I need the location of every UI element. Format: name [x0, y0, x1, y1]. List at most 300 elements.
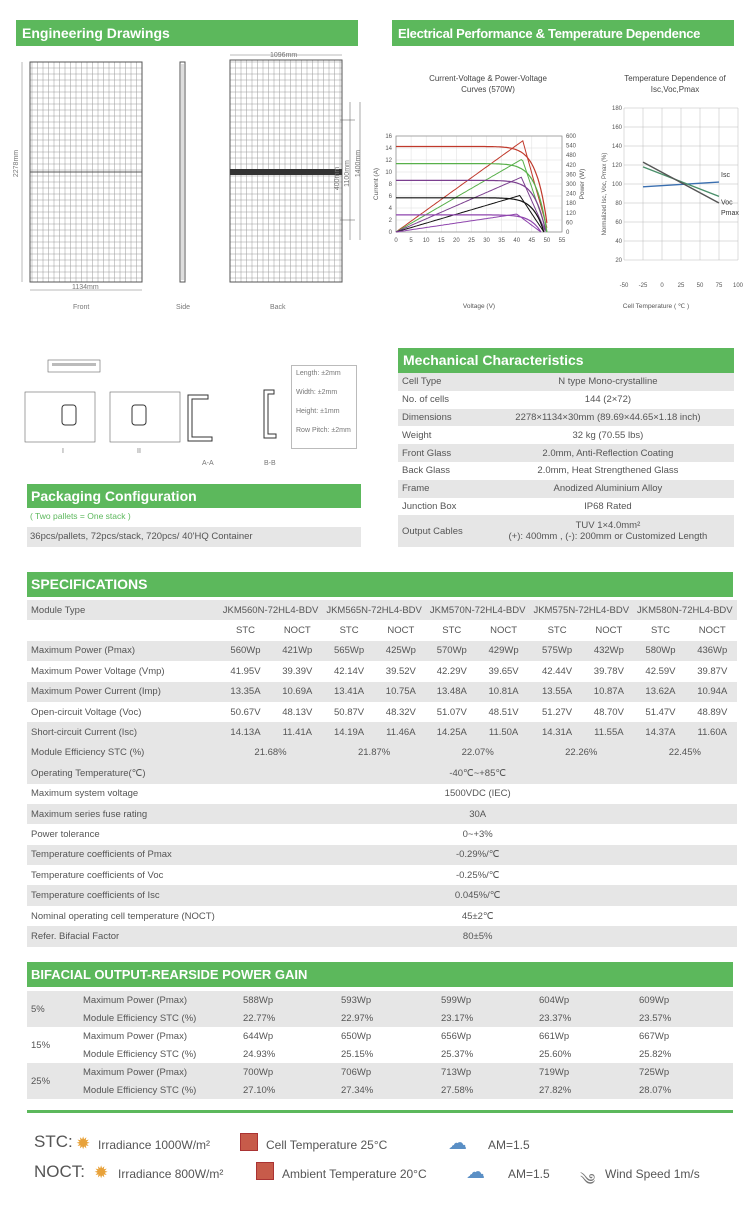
table-row: [27, 641, 737, 661]
x-tick-label: 10: [422, 238, 430, 244]
tolerance-pitch: Row Pitch: ±2mm: [296, 427, 351, 434]
x-tick-label: 25: [677, 283, 685, 289]
mech-value: [482, 515, 734, 547]
back-dim-1: 1400mm: [355, 149, 363, 178]
cables-line-2: (+): 400mm , (-): 200mm or Customized Length: [508, 531, 708, 543]
spec-value: 45±2℃: [461, 910, 494, 922]
y-tick-label: 140: [611, 144, 622, 150]
cloud-icon: ☁: [448, 1133, 467, 1154]
bifacial-value: 28.07%: [635, 1081, 733, 1099]
spec-value: 13.55A: [529, 682, 584, 702]
spec-label: Short-circuit Current (Isc): [27, 722, 219, 742]
spec-label: Maximum Power Voltage (Vmp): [31, 665, 165, 677]
table-row: [398, 498, 734, 516]
bifacial-value: 23.17%: [437, 1009, 535, 1027]
x-axis-label: Cell Temperature ( ℃ ): [622, 303, 690, 310]
bifacial-value: 25.82%: [639, 1048, 672, 1060]
back-width-label: 1096mm: [270, 52, 298, 59]
mech-value: 144 (2×72): [584, 394, 632, 406]
table-row: [27, 682, 737, 702]
table-row: [27, 1009, 733, 1027]
noct-header: NOCT: [698, 625, 726, 637]
stc-header: STC: [339, 625, 359, 637]
table-row: [27, 926, 737, 946]
spec-value: 11.41A: [272, 722, 322, 742]
spec-value: 39.52V: [385, 665, 416, 677]
spec-value: 560Wp: [219, 641, 273, 661]
mech-value: IP68 Rated: [584, 500, 632, 512]
x-tick-label: 40: [513, 238, 521, 244]
y-tick-label: 100: [611, 182, 622, 188]
packaging-header: Packaging Configuration: [27, 484, 361, 508]
bifacial-value: 661Wp: [539, 1030, 570, 1042]
x-tick-label: 30: [483, 238, 490, 244]
x-tick-label: 15: [437, 238, 445, 244]
eff-value: 22.07%: [426, 743, 530, 763]
spec-value: 14.25A: [426, 722, 478, 742]
spec-value: 39.78V: [593, 665, 624, 677]
table-row: [27, 1081, 733, 1099]
table-row: [27, 865, 737, 885]
spec-label: Open-circuit Voltage (Voc): [31, 706, 142, 718]
y2-tick-label: 180: [566, 201, 577, 208]
y2-tick-label: 360: [566, 172, 577, 179]
y2-axis-label: Power (W): [579, 168, 586, 200]
x-tick-label: 55: [558, 238, 566, 244]
y-tick-label: 8: [388, 182, 392, 188]
spec-value: 42.14V: [334, 665, 365, 677]
table-row: [27, 885, 737, 905]
table-row: [27, 743, 737, 763]
y-tick-label: 4: [388, 206, 392, 212]
spec-value: 0~+3%: [462, 828, 493, 840]
model-name: JKM575N-72HL4-BDV: [529, 600, 633, 620]
spec-value: 80±5%: [219, 926, 737, 946]
spec-value: 50.87V: [334, 706, 365, 718]
section-label-a: A-A: [202, 460, 214, 467]
temp-chart: [598, 100, 748, 315]
mech-value: Anodized Aluminium Alloy: [482, 480, 734, 498]
x-tick-label: 35: [498, 238, 505, 244]
y-tick-label: 120: [611, 163, 622, 169]
mech-value: N type Mono-crystalline: [482, 373, 734, 391]
x-axis-label: Voltage (V): [462, 303, 496, 310]
side-label: Side: [176, 304, 191, 311]
spec-value: 429Wp: [478, 641, 530, 661]
spec-value: -0.29%/℃: [219, 845, 737, 865]
mech-label: Output Cables: [398, 515, 482, 547]
noct-label: NOCT:: [34, 1162, 85, 1181]
noct-am: AM=1.5: [508, 1167, 550, 1181]
spec-value: 41.95V: [230, 665, 261, 677]
back-dim-3: 400mm: [334, 166, 342, 191]
mech-label: Cell Type: [398, 373, 482, 391]
bifacial-value: 27.58%: [437, 1081, 535, 1099]
table-row: [27, 620, 737, 640]
spec-value: 13.35A: [219, 682, 273, 702]
bifacial-value: 27.82%: [535, 1081, 635, 1099]
specs-table: [27, 600, 737, 947]
noct-wind: Wind Speed 1m/s: [605, 1167, 700, 1181]
spec-value: 10.87A: [585, 682, 633, 702]
x-tick-label: -50: [619, 283, 629, 289]
spec-value: 14.19A: [322, 722, 376, 742]
tolerance-box: [291, 365, 357, 449]
model-name: JKM560N-72HL4-BDV: [219, 600, 323, 620]
bifacial-value: 23.37%: [535, 1009, 635, 1027]
y-tick-label: 16: [385, 134, 392, 140]
spec-value: 48.51V: [488, 706, 519, 718]
table-row: [27, 722, 737, 742]
temp-title-1: Temperature Dependence of: [624, 74, 726, 83]
thermometer-icon: [240, 1133, 258, 1151]
module-type-label: Module Type: [27, 600, 219, 620]
bifacial-value: 725Wp: [635, 1063, 733, 1081]
bifacial-value: 25.60%: [539, 1048, 572, 1060]
eff-value: 22.45%: [633, 743, 737, 763]
section-drawings: [20, 355, 290, 475]
side-view: [180, 62, 185, 282]
spec-value: 51.07V: [436, 706, 467, 718]
x-tick-label: 100: [732, 283, 744, 289]
mech-label: No. of cells: [402, 394, 449, 406]
footer-rule: [27, 1110, 733, 1113]
noct-irradiance: Irradiance 800W/m²: [118, 1167, 224, 1181]
spec-value: 425Wp: [376, 641, 426, 661]
y-tick-label: 40: [615, 239, 622, 245]
bifacial-value: 656Wp: [441, 1030, 472, 1042]
bifacial-value: 22.77%: [239, 1009, 337, 1027]
wind-icon: ༄: [580, 1172, 596, 1189]
front-height-label: 2278mm: [13, 149, 21, 178]
x-tick-label: 5: [409, 238, 413, 244]
stc-label: STC:: [34, 1132, 73, 1151]
table-row: [27, 804, 737, 824]
spec-value: 13.48A: [426, 682, 478, 702]
section-label-b: B-B: [264, 460, 276, 467]
spec-value: 42.59V: [645, 665, 676, 677]
mech-label: Dimensions: [398, 409, 482, 427]
mech-value: 2.0mm, Anti-Reflection Coating: [482, 444, 734, 462]
x-tick-label: 0: [394, 238, 398, 244]
thermometer-icon: [256, 1162, 274, 1180]
y-tick-label: 14: [385, 146, 392, 152]
spec-value: 14.31A: [529, 722, 584, 742]
spec-value: 580Wp: [633, 641, 688, 661]
cables-line-1: TUV 1×4.0mm²: [575, 520, 641, 532]
gain-label: 15%: [31, 1039, 51, 1051]
series-label: Voc: [721, 199, 733, 207]
y-tick-label: 180: [611, 106, 622, 112]
back-dim-2: 1100mm: [343, 160, 351, 187]
spec-value: 30A: [219, 804, 737, 824]
bifacial-value: 27.34%: [337, 1081, 437, 1099]
y-tick-label: 10: [385, 170, 392, 176]
common-rows: [27, 763, 737, 947]
section-label-1: I: [62, 448, 64, 455]
specs-header: SPECIFICATIONS: [27, 572, 733, 597]
table-row: [27, 1063, 733, 1081]
x-tick-label: 50: [696, 283, 704, 289]
table-row: [27, 906, 737, 926]
spec-value: 11.60A: [688, 722, 737, 742]
series-label: Pmax: [721, 210, 739, 217]
table-row: [398, 426, 734, 444]
front-view: [22, 62, 142, 290]
model-name: JKM570N-72HL4-BDV: [426, 600, 530, 620]
noct-header: NOCT: [490, 625, 518, 637]
packaging-sub: ( Two pallets = One stack ): [30, 511, 131, 521]
bifacial-value: 706Wp: [337, 1063, 437, 1081]
y-tick-label: 2: [388, 218, 392, 224]
y2-tick-label: 480: [566, 153, 577, 160]
bifacial-value: 22.97%: [337, 1009, 437, 1027]
engineering-drawing: [10, 50, 370, 320]
bifacial-value: 713Wp: [437, 1063, 535, 1081]
stc-cell-temp: Cell Temperature 25°C: [266, 1138, 388, 1152]
iv-title-1: Current-Voltage & Power-Voltage: [429, 74, 547, 83]
packaging-text: 36pcs/pallets, 72pcs/stack, 720pcs/ 40'HQ Container: [27, 527, 361, 547]
spec-value: 39.65V: [488, 665, 519, 677]
iv-curve: [396, 180, 545, 230]
mech-value: 2.0mm, Heat Strengthened Glass: [537, 465, 679, 477]
spec-rows: [27, 641, 737, 743]
spec-label: Maximum Power Current (Imp): [27, 682, 219, 702]
bifacial-label: Module Efficiency STC (%): [79, 1009, 239, 1027]
stc-header: STC: [442, 625, 462, 637]
bifacial-value: 23.57%: [635, 1009, 733, 1027]
spec-value: 565Wp: [322, 641, 376, 661]
spec-label: Temperature coefficients of Voc: [31, 869, 164, 881]
spec-value: 42.44V: [542, 665, 573, 677]
stc-am: AM=1.5: [488, 1138, 530, 1152]
bifacial-value: 24.93%: [243, 1048, 276, 1060]
mech-label: Weight: [402, 429, 432, 441]
bifacial-label: Module Efficiency STC (%): [79, 1081, 239, 1099]
x-tick-label: 0: [660, 283, 664, 289]
x-tick-label: 25: [468, 238, 475, 244]
spec-value: 11.50A: [478, 722, 530, 742]
gain-label: 25%: [27, 1063, 79, 1099]
spec-value: -0.25%/℃: [455, 869, 500, 881]
eff-label: Module Efficiency STC (%): [27, 743, 219, 763]
y-tick-label: 20: [615, 258, 622, 264]
spec-label: Nominal operating cell temperature (NOCT): [31, 910, 215, 922]
iv-curve: [396, 215, 541, 232]
spec-value: 10.81A: [478, 682, 530, 702]
spec-value: 14.37A: [633, 722, 688, 742]
bifacial-value: 25.37%: [441, 1048, 474, 1060]
x-tick-label: 20: [453, 238, 460, 244]
spec-value: 575Wp: [529, 641, 584, 661]
spec-value: 10.69A: [272, 682, 322, 702]
table-row: [27, 661, 737, 681]
y2-tick-label: 240: [566, 191, 577, 198]
table-row: [27, 824, 737, 844]
tolerance-width: Width: ±2mm: [296, 389, 338, 396]
table-row: [398, 462, 734, 480]
mech-label: Junction Box: [402, 500, 457, 512]
bifacial-value: 644Wp: [243, 1030, 274, 1042]
spec-value: 10.75A: [376, 682, 426, 702]
y-axis-label: Normalized Isc, Voc, Pmax (%): [602, 152, 608, 236]
spec-value: -40℃~+85℃: [219, 763, 737, 783]
spec-label: Temperature coefficients of Isc: [27, 885, 219, 905]
iv-chart: [372, 130, 592, 315]
spec-label: Maximum system voltage: [31, 788, 139, 800]
x-tick-label: 50: [543, 238, 551, 244]
eff-value: 21.68%: [219, 743, 323, 763]
spec-value: 14.13A: [219, 722, 273, 742]
bifacial-value: 588Wp: [239, 991, 337, 1009]
bifacial-table: [27, 991, 733, 1099]
back-label: Back: [270, 304, 286, 311]
spec-value: 42.29V: [436, 665, 467, 677]
spec-value: 432Wp: [585, 641, 633, 661]
iv-title-2: Curves (570W): [461, 85, 515, 94]
spec-value: 51.47V: [645, 706, 676, 718]
stc-header: STC: [547, 625, 567, 637]
mechanical-table: [398, 373, 734, 547]
x-tick-label: -25: [638, 283, 648, 289]
noct-header: NOCT: [595, 625, 623, 637]
sun-icon: ✹: [76, 1134, 91, 1153]
table-row: [27, 702, 737, 722]
spec-value: 39.87V: [697, 665, 728, 677]
spec-value: 51.27V: [542, 706, 573, 718]
y2-tick-label: 420: [566, 162, 577, 169]
table-row: [398, 391, 734, 409]
y-axis-label: Current (A): [373, 167, 380, 201]
y-tick-label: 12: [385, 158, 392, 164]
spec-value: 436Wp: [688, 641, 737, 661]
y-tick-label: 160: [611, 125, 622, 131]
bifacial-value: 25.15%: [341, 1048, 374, 1060]
section-label-2: II: [137, 448, 141, 455]
mech-value: 2278×1134×30mm (89.69×44.65×1.18 inch): [482, 409, 734, 427]
tolerance-height: Height: ±1mm: [296, 408, 340, 415]
spec-value: 48.89V: [697, 706, 728, 718]
bifacial-label: Maximum Power (Pmax): [79, 991, 239, 1009]
table-row: [398, 409, 734, 427]
spec-value: 0.045%/℃: [219, 885, 737, 905]
table-row: [27, 784, 737, 804]
spec-value: 421Wp: [272, 641, 322, 661]
stc-irradiance: Irradiance 1000W/m²: [98, 1138, 211, 1152]
table-row: [27, 600, 737, 620]
spec-label: Refer. Bifacial Factor: [27, 926, 219, 946]
y2-tick-label: 120: [566, 210, 577, 217]
table-row: [27, 763, 737, 783]
bifacial-header: BIFACIAL OUTPUT-REARSIDE POWER GAIN: [27, 962, 733, 987]
mech-label: Frame: [398, 480, 482, 498]
table-row: [398, 444, 734, 462]
y-tick-label: 60: [615, 220, 622, 226]
x-tick-label: 45: [528, 238, 536, 244]
engineering-header: Engineering Drawings: [16, 20, 358, 46]
noct-header: NOCT: [387, 625, 415, 637]
y-tick-label: 6: [388, 194, 392, 200]
noct-ambient-temp: Ambient Temperature 20°C: [282, 1167, 427, 1181]
spec-label: Operating Temperature(℃): [27, 763, 219, 783]
y2-tick-label: 0: [566, 230, 570, 236]
spec-value: 39.39V: [282, 665, 313, 677]
y-tick-label: 80: [615, 201, 622, 207]
spec-value: 48.13V: [282, 706, 313, 718]
spec-value: 13.41A: [322, 682, 376, 702]
front-width-label: 1134mm: [72, 284, 99, 291]
y2-tick-label: 600: [566, 134, 577, 140]
mechanical-header: Mechanical Characteristics: [398, 348, 734, 373]
spec-label: Maximum Power (Pmax): [27, 641, 219, 661]
bifacial-label: Module Efficiency STC (%): [83, 1048, 197, 1060]
spec-value: 50.67V: [230, 706, 261, 718]
stc-header: STC: [650, 625, 670, 637]
spec-value: 10.94A: [688, 682, 737, 702]
table-row: [27, 1045, 733, 1063]
gain-label: 5%: [27, 991, 79, 1027]
tolerance-length: Length: ±2mm: [296, 370, 341, 377]
eff-value: 21.87%: [322, 743, 426, 763]
bifacial-value: 593Wp: [337, 991, 437, 1009]
bifacial-value: 609Wp: [635, 991, 733, 1009]
y2-tick-label: 60: [566, 220, 573, 227]
spec-label: Maximum series fuse rating: [27, 804, 219, 824]
spec-value: 570Wp: [426, 641, 478, 661]
table-row: [398, 373, 734, 391]
bifacial-value: 599Wp: [437, 991, 535, 1009]
blank-cell: [27, 620, 219, 640]
x-tick-label: 75: [715, 283, 723, 289]
bifacial-value: 27.10%: [239, 1081, 337, 1099]
model-name: JKM565N-72HL4-BDV: [322, 600, 426, 620]
cloud-icon: ☁: [466, 1162, 485, 1183]
table-row: [27, 991, 733, 1009]
sun-icon: ✹: [94, 1163, 109, 1182]
bifacial-value: 719Wp: [535, 1063, 635, 1081]
bifacial-label: Maximum Power (Pmax): [83, 1030, 187, 1042]
bifacial-value: 604Wp: [535, 991, 635, 1009]
table-row: [398, 480, 734, 498]
series-label: Isc: [721, 172, 730, 180]
table-row: [27, 1027, 733, 1045]
mech-value: 32 kg (70.55 lbs): [572, 429, 644, 441]
spec-value: 11.55A: [585, 722, 633, 742]
spec-label: Temperature coefficients of Pmax: [27, 845, 219, 865]
y2-tick-label: 540: [566, 143, 577, 150]
noct-header: NOCT: [283, 625, 311, 637]
spec-value: 1500VDC (IEC): [444, 788, 511, 800]
model-name: JKM580N-72HL4-BDV: [633, 600, 737, 620]
y2-tick-label: 300: [566, 182, 577, 188]
eff-value: 22.26%: [529, 743, 633, 763]
bifacial-value: 650Wp: [341, 1030, 372, 1042]
stc-header: STC: [235, 625, 255, 637]
electrical-header: Electrical Performance & Temperature Dependence: [392, 20, 734, 46]
spec-value: 48.32V: [385, 706, 416, 718]
mech-label: Back Glass: [402, 465, 451, 477]
bifacial-label: Maximum Power (Pmax): [79, 1063, 239, 1081]
y-tick-label: 0: [388, 230, 392, 236]
table-row: [398, 515, 734, 547]
mech-label: Front Glass: [398, 444, 482, 462]
spec-value: 48.70V: [593, 706, 624, 718]
bifacial-value: 667Wp: [639, 1030, 670, 1042]
bifacial-value: 700Wp: [239, 1063, 337, 1081]
spec-label: Power tolerance: [31, 828, 100, 840]
front-label: Front: [73, 304, 90, 311]
spec-value: 11.46A: [376, 722, 426, 742]
